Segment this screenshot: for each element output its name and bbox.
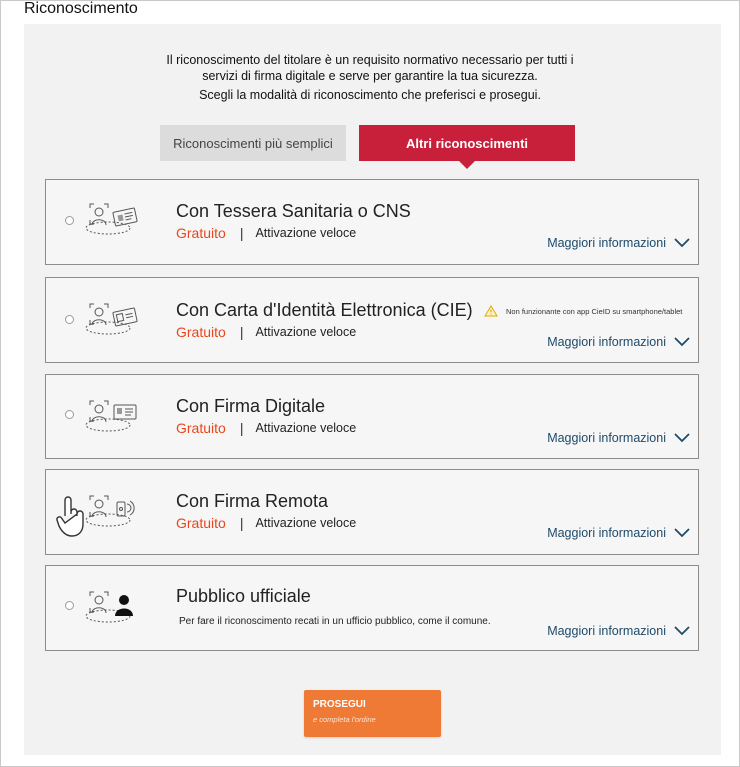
warning-icon	[484, 305, 498, 317]
continue-button[interactable]	[304, 690, 441, 737]
speed-label: Attivazione veloce	[255, 226, 357, 240]
option-cie[interactable]	[45, 277, 699, 363]
speed-label: Attivazione veloce	[255, 516, 357, 530]
option-subline	[176, 515, 356, 531]
warning-text: Non funzionante con app CieID su smartphone/tablet	[506, 306, 683, 316]
id-card-person-icon	[84, 200, 146, 245]
more-info-link[interactable]	[547, 624, 690, 638]
speed-label: Attivazione veloce	[255, 325, 357, 339]
option-title: Con Carta d'Identità Elettronica (CIE)	[176, 300, 473, 320]
speed-label: Attivazione veloce	[255, 421, 357, 435]
price-label: Gratuito	[176, 225, 226, 241]
intro-line-3: Scegli la modalità di riconoscimento che preferisci e prosegui.	[199, 88, 541, 102]
option-title: Pubblico ufficiale	[176, 586, 311, 606]
price-label: Gratuito	[176, 515, 226, 531]
intro-line-1: Il riconoscimento del titolare è un requisito normativo necessario per tutti i	[166, 53, 574, 67]
radio-button[interactable]	[65, 410, 74, 419]
continue-sublabel: e completa l'ordine	[313, 715, 376, 724]
public-official-icon	[84, 588, 146, 633]
option-title: Con Firma Digitale	[176, 396, 326, 416]
electronic-id-card-icon	[84, 300, 146, 345]
option-description: Per fare il riconoscimento recati in un ufficio pubblico, come il comune.	[179, 616, 491, 627]
digital-signature-card-icon	[84, 397, 146, 442]
separator: |	[239, 420, 244, 436]
more-info-label: Maggiori informazioni	[547, 526, 666, 540]
chevron-down-icon	[674, 528, 690, 538]
active-tab-pointer	[459, 161, 475, 169]
more-info-link[interactable]	[547, 526, 690, 540]
price-label: Gratuito	[176, 324, 226, 340]
more-info-link[interactable]	[547, 335, 690, 349]
more-info-link[interactable]	[547, 431, 690, 445]
radio-button[interactable]	[65, 216, 74, 225]
option-firma-remota[interactable]	[45, 469, 699, 555]
radio-button[interactable]	[65, 601, 74, 610]
page-title: Riconoscimento	[24, 0, 138, 17]
intro-line-2: servizi di firma digitale e serve per garantire la tua sicurezza.	[202, 69, 538, 83]
option-title: Con Tessera Sanitaria o CNS	[176, 201, 411, 221]
pointing-hand-icon	[56, 496, 86, 543]
radio-button[interactable]	[65, 315, 74, 324]
option-subline	[176, 225, 356, 241]
more-info-label: Maggiori informazioni	[547, 236, 666, 250]
option-title: Con Firma Remota	[176, 491, 329, 511]
option-firma-digitale[interactable]	[45, 374, 699, 459]
chevron-down-icon	[674, 337, 690, 347]
remote-signature-icon	[84, 492, 146, 537]
warning-note	[484, 305, 682, 317]
more-info-label: Maggiori informazioni	[547, 431, 666, 445]
tab-other-recognitions[interactable]: Altri riconoscimenti	[359, 125, 575, 161]
separator: |	[239, 324, 244, 340]
price-label: Gratuito	[176, 420, 226, 436]
chevron-down-icon	[674, 626, 690, 636]
more-info-link[interactable]	[547, 236, 690, 250]
option-subline	[176, 420, 356, 436]
option-subline	[176, 324, 356, 340]
separator: |	[239, 225, 244, 241]
tab-simple-recognitions[interactable]: Riconoscimenti più semplici	[160, 125, 346, 161]
chevron-down-icon	[674, 433, 690, 443]
more-info-label: Maggiori informazioni	[547, 624, 666, 638]
more-info-label: Maggiori informazioni	[547, 335, 666, 349]
separator: |	[239, 515, 244, 531]
continue-label: PROSEGUI	[313, 699, 366, 710]
option-tessera-sanitaria[interactable]	[45, 179, 699, 265]
chevron-down-icon	[674, 238, 690, 248]
option-pubblico-ufficiale[interactable]	[45, 565, 699, 651]
